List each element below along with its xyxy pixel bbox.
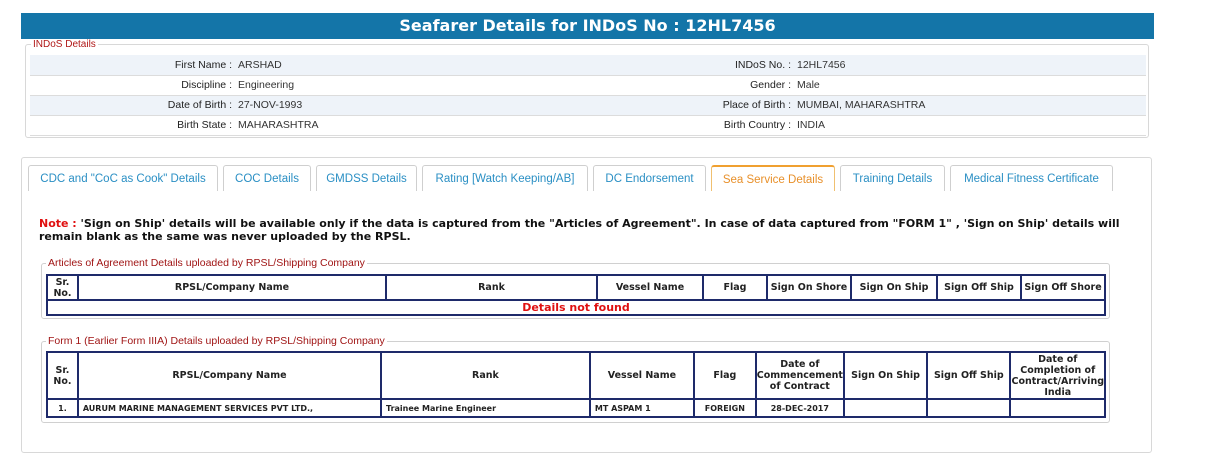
discipline-label: Discipline : (30, 75, 238, 95)
col-header-sr-no: Sr. No. (47, 352, 78, 399)
tab-sea-service-details[interactable]: Sea Service Details (711, 165, 835, 191)
table-header-row (47, 275, 1105, 300)
indos-no-label: INDoS No. : (697, 55, 797, 75)
indos-details-legend: INDoS Details (33, 39, 96, 50)
discipline-value: Engineering (238, 75, 697, 95)
col-header-sign-on-shore: Sign On Shore (767, 275, 851, 300)
indos-row (30, 115, 1146, 135)
indos-details-table (30, 55, 1146, 136)
note-text: 'Sign on Ship' details will be available only if the data is captured from the "Articles of Agreement". In case of data captured from "FORM 1" , 'Sign on Ship' details will remain blank as the same was never uploaded by the RPSL. (39, 217, 1120, 243)
cell-sign-on-ship (844, 399, 927, 417)
indos-no-value: 12HL7456 (797, 55, 1146, 75)
tab-rating-watch-keeping[interactable]: Rating [Watch Keeping/AB] (422, 165, 588, 191)
col-header-flag: Flag (703, 275, 767, 300)
col-header-completion-date: Date of Completion of Contract/Arriving India (1011, 353, 1105, 398)
col-header-sign-off-ship: Sign Off Ship (937, 275, 1021, 300)
indos-details-panel (25, 39, 1149, 138)
first-name-value: ARSHAD (238, 55, 697, 75)
first-name-label: First Name : (30, 55, 238, 75)
birth-country-label: Birth Country : (697, 115, 797, 135)
col-header-rank: Rank (381, 352, 590, 399)
place-of-birth-label: Place of Birth : (697, 95, 797, 115)
place-of-birth-value: MUMBAI, MAHARASHTRA (797, 95, 1146, 115)
col-header-sign-on-ship: Sign On Ship (844, 352, 927, 399)
tab-medical-fitness-certificate[interactable]: Medical Fitness Certificate (950, 165, 1113, 191)
cell-sign-off-ship (927, 399, 1010, 417)
col-header-sign-on-ship: Sign On Ship (851, 275, 937, 300)
cell-sr-no: 1. (47, 399, 78, 417)
sea-service-note (39, 217, 1129, 243)
form1-legend: Form 1 (Earlier Form IIIA) Details uploaded by RPSL/Shipping Company (48, 335, 385, 347)
form1-table (46, 351, 1106, 418)
table-row (47, 399, 1105, 417)
cell-rank: Trainee Marine Engineer (381, 399, 590, 417)
birth-state-label: Birth State : (30, 115, 238, 135)
gender-label: Gender : (697, 75, 797, 95)
indos-row (30, 95, 1146, 115)
indos-row (30, 75, 1146, 95)
cell-completion-date (1010, 399, 1105, 417)
page-title: Seafarer Details for INDoS No : 12HL7456 (21, 13, 1154, 39)
cell-vessel-name: MT ASPAM 1 (590, 399, 694, 417)
tab-cdc-details[interactable]: CDC and "CoC as Cook" Details (28, 165, 218, 191)
col-header-rank: Rank (386, 275, 597, 300)
dob-label: Date of Birth : (30, 95, 238, 115)
col-header-vessel-name: Vessel Name (597, 275, 703, 300)
articles-of-agreement-legend: Articles of Agreement Details uploaded by RPSL/Shipping Company (48, 257, 365, 269)
tab-training-details[interactable]: Training Details (840, 165, 945, 191)
table-header-row (47, 352, 1105, 399)
details-not-found-message: Details not found (47, 300, 1105, 315)
tab-coc-details[interactable]: COC Details (223, 165, 311, 191)
birth-state-value: MAHARASHTRA (238, 115, 697, 135)
tab-dc-endorsement[interactable]: DC Endorsement (593, 165, 706, 191)
col-header-sign-off-shore: Sign Off Shore (1021, 275, 1105, 300)
cell-flag: FOREIGN (694, 399, 756, 417)
cell-company-name: AURUM MARINE MANAGEMENT SERVICES PVT LTD., (78, 399, 381, 417)
col-header-sign-off-ship: Sign Off Ship (927, 352, 1010, 399)
indos-row (30, 55, 1146, 75)
col-header-commencement-date: Date of Commencement of Contract (756, 352, 844, 399)
col-header-company-name: RPSL/Company Name (78, 352, 381, 399)
col-header-flag: Flag (694, 352, 756, 399)
col-header-sr-no: Sr. No. (47, 275, 78, 300)
table-row (47, 300, 1105, 315)
articles-of-agreement-table (46, 274, 1106, 316)
birth-country-value: INDIA (797, 115, 1146, 135)
col-header-vessel-name: Vessel Name (590, 352, 694, 399)
col-header-company-name: RPSL/Company Name (78, 275, 386, 300)
tab-gmdss-details[interactable]: GMDSS Details (316, 165, 417, 191)
gender-value: Male (797, 75, 1146, 95)
dob-value: 27-NOV-1993 (238, 95, 697, 115)
cell-commencement-date: 28-DEC-2017 (756, 399, 844, 417)
note-prefix: Note : (39, 217, 77, 230)
